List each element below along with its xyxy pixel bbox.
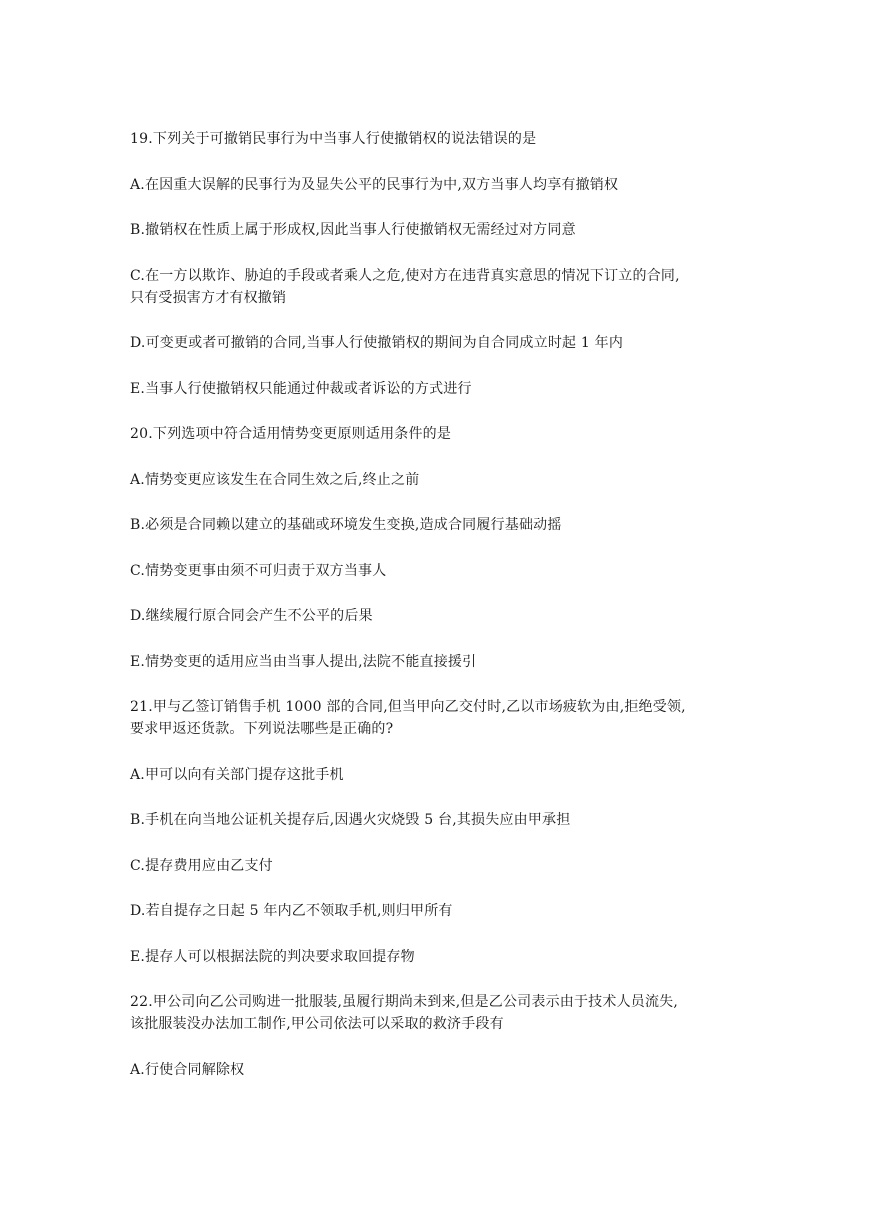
option-line: D.可变更或者可撤销的合同,当事人行使撤销权的期间为自合同成立时起 1 年内	[130, 335, 624, 351]
stem-line: 21.甲与乙签订销售手机 1000 部的合同,但当甲向乙交付时,乙以市场疲软为由,拒绝受领,	[130, 699, 686, 715]
option-line: B.手机在向当地公证机关提存后,因遇火灾烧毁 5 台,其损失应由甲承担	[130, 812, 571, 828]
option-line: C.在一方以欺诈、胁迫的手段或者乘人之危,使对方在违背真实意思的情况下订立的合同,	[130, 267, 680, 284]
option-e	[130, 946, 740, 968]
option-line: 只有受损害方才有权撤销	[130, 289, 287, 306]
stem-line: 22.甲公司向乙公司购进一批服装,虽履行期尚未到来,但是乙公司表示由于技术人员流失,	[130, 994, 679, 1010]
question-21	[130, 696, 740, 968]
option-d	[130, 900, 740, 922]
stem-line: 20.下列选项中符合适用情势变更原则适用条件的是	[130, 426, 452, 442]
option-a	[130, 1059, 740, 1081]
option-line: C.提存费用应由乙支付	[130, 857, 273, 874]
option-line: D.继续履行原合同会产生不公平的后果	[130, 608, 373, 624]
option-a	[130, 764, 740, 786]
stem-line: 19.下列关于可撤销民事行为中当事人行使撤销权的说法错误的是	[130, 131, 537, 147]
option-line: A.情势变更应该发生在合同生效之后,终止之前	[130, 471, 420, 488]
option-b	[130, 219, 740, 241]
stem-line: 要求甲返还货款。下列说法哪些是正确的?	[130, 721, 394, 737]
option-line: C.情势变更事由须不可归责于双方当事人	[130, 562, 387, 579]
option-line: A.在因重大误解的民事行为及显失公平的民事行为中,双方当事人均享有撤销权	[130, 176, 619, 193]
option-line: D.若自提存之日起 5 年内乙不领取手机,则归甲所有	[130, 903, 453, 919]
option-line: B.撤销权在性质上属于形成权,因此当事人行使撤销权无需经过对方同意	[130, 222, 576, 238]
option-c	[130, 855, 740, 877]
option-line: A.行使合同解除权	[130, 1061, 245, 1078]
option-c	[130, 265, 740, 309]
option-d	[130, 332, 740, 354]
question-20	[130, 423, 740, 673]
option-line: E.情势变更的适用应当由当事人提出,法院不能直接援引	[130, 653, 477, 670]
question-stem	[130, 128, 740, 150]
option-line: A.甲可以向有关部门提存这批手机	[130, 766, 344, 783]
option-c	[130, 560, 740, 582]
option-line: B.必须是合同赖以建立的基础或环境发生变换,造成合同履行基础动摇	[130, 517, 562, 533]
question-22	[130, 991, 740, 1081]
option-line: E.提存人可以根据法院的判决要求取回提存物	[130, 948, 415, 965]
question-stem	[130, 423, 740, 445]
question-19	[130, 128, 740, 400]
option-line: E.当事人行使撤销权只能通过仲裁或者诉讼的方式进行	[130, 380, 472, 397]
question-stem	[130, 991, 740, 1035]
option-a	[130, 174, 740, 196]
question-stem	[130, 696, 740, 740]
option-e	[130, 378, 740, 400]
stem-line: 该批服装没办法加工制作,甲公司依法可以采取的救济手段有	[130, 1016, 504, 1032]
option-b	[130, 514, 740, 536]
option-a	[130, 469, 740, 491]
option-e	[130, 651, 740, 673]
document-content	[130, 128, 740, 1104]
option-d	[130, 605, 740, 627]
option-b	[130, 809, 740, 831]
